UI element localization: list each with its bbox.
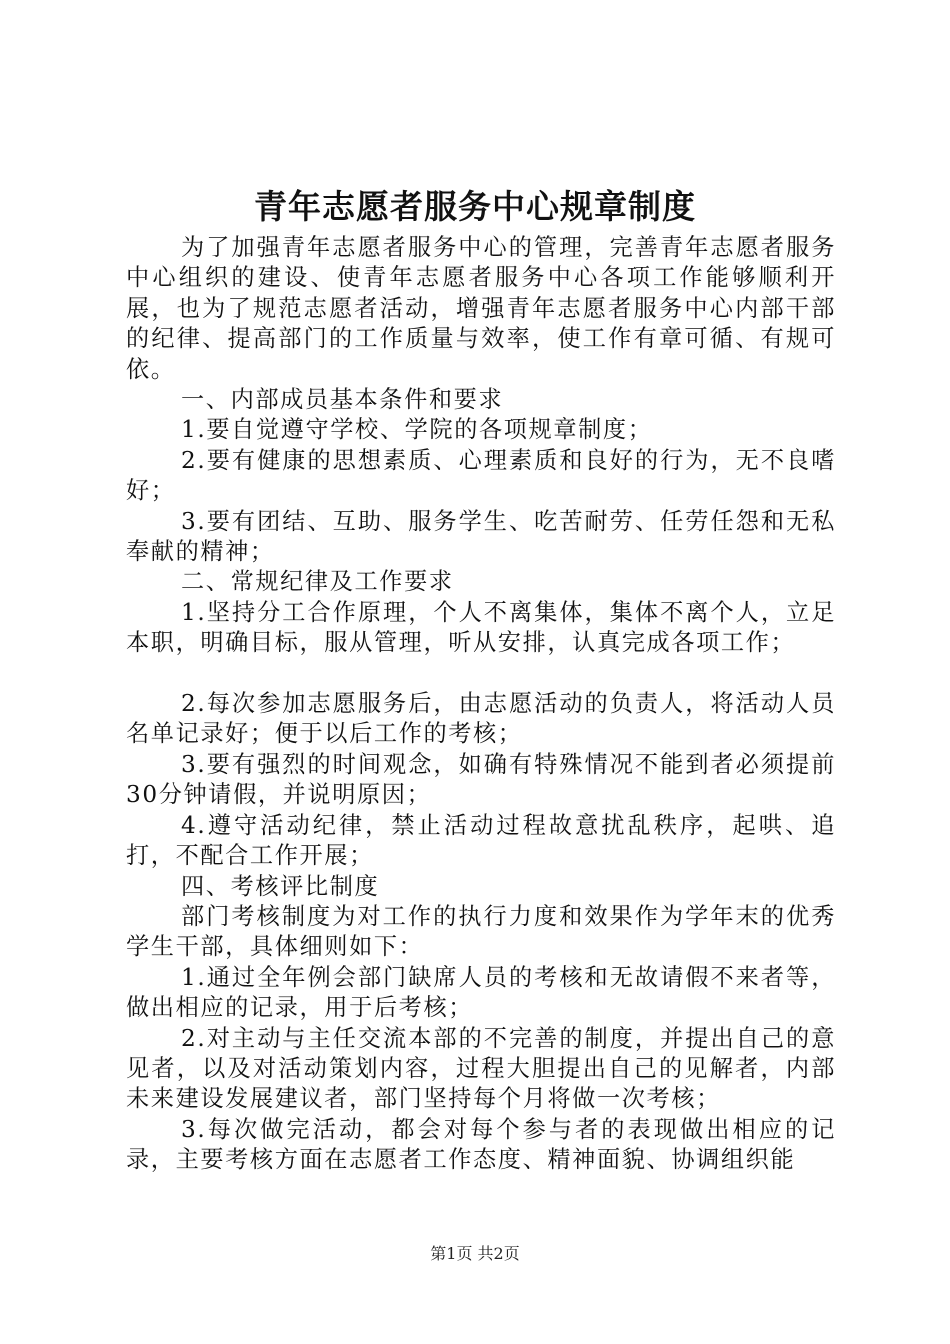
list-item: 1.通过全年例会部门缺席人员的考核和无故请假不来者等，做出相应的记录，用于后考核； [126,963,836,1022]
document-title: 青年志愿者服务中心规章制度 [254,187,696,226]
list-item: 1.坚持分工合作原理，个人不离集体，集体不离个人，立足本职，明确目标，服从管理，听从安排，认真完成各项工作； [126,598,836,657]
list-item: 3.要有团结、互助、服务学生、吃苦耐劳、任劳任怨和无私奉献的精神； [126,507,836,566]
list-item: 2.对主动与主任交流本部的不完善的制度，并提出自己的意见者，以及对活动策划内容，过程大胆提出自己的见解者，内部未来建设发展建议者，部门坚持每个月将做一次考核； [126,1024,836,1113]
list-item: 2.要有健康的思想素质、心理素质和良好的行为，无不良嗜好； [126,446,836,505]
list-item: 2.每次参加志愿服务后，由志愿活动的负责人，将活动人员名单记录好；便于以后工作的考核； [126,690,836,748]
list-item: 1.要自觉遵守学校、学院的各项规章制度； [181,416,653,444]
list-item: 3.要有强烈的时间观念，如确有特殊情况不能到者必须提前30分钟请假，并说明原因； [126,750,836,809]
section-heading-1: 一、内部成员基本条件和要求 [181,386,504,414]
list-item: 4.遵守活动纪律，禁止活动过程故意扰乱秩序，起哄、追打，不配合工作开展； [126,811,836,870]
intro-paragraph: 为了加强青年志愿者服务中心的管理，完善青年志愿者服务中心组织的建设、使青年志愿者服务中心各项工作能够顺利开展，也为了规范志愿者活动，增强青年志愿者服务中心内部干部的纪律、提高部门的工作质量与效率，使工作有章可循、有规可依。 [126,234,836,383]
paragraph: 部门考核制度为对工作的执行力度和效果作为学年末的优秀学生干部，具体细则如下： [126,902,836,961]
document-body [126,233,836,1176]
section-heading-4: 四、考核评比制度 [181,872,380,900]
section-heading-2: 二、常规纪律及工作要求 [181,568,454,596]
blank-line [126,659,836,689]
list-item: 3.每次做完活动，都会对每个参与者的表现做出相应的记录，主要考核方面在志愿者工作态度、精神面貌、协调组织能 [126,1115,836,1174]
page-footer: 第1页 共2页 [430,1244,520,1263]
